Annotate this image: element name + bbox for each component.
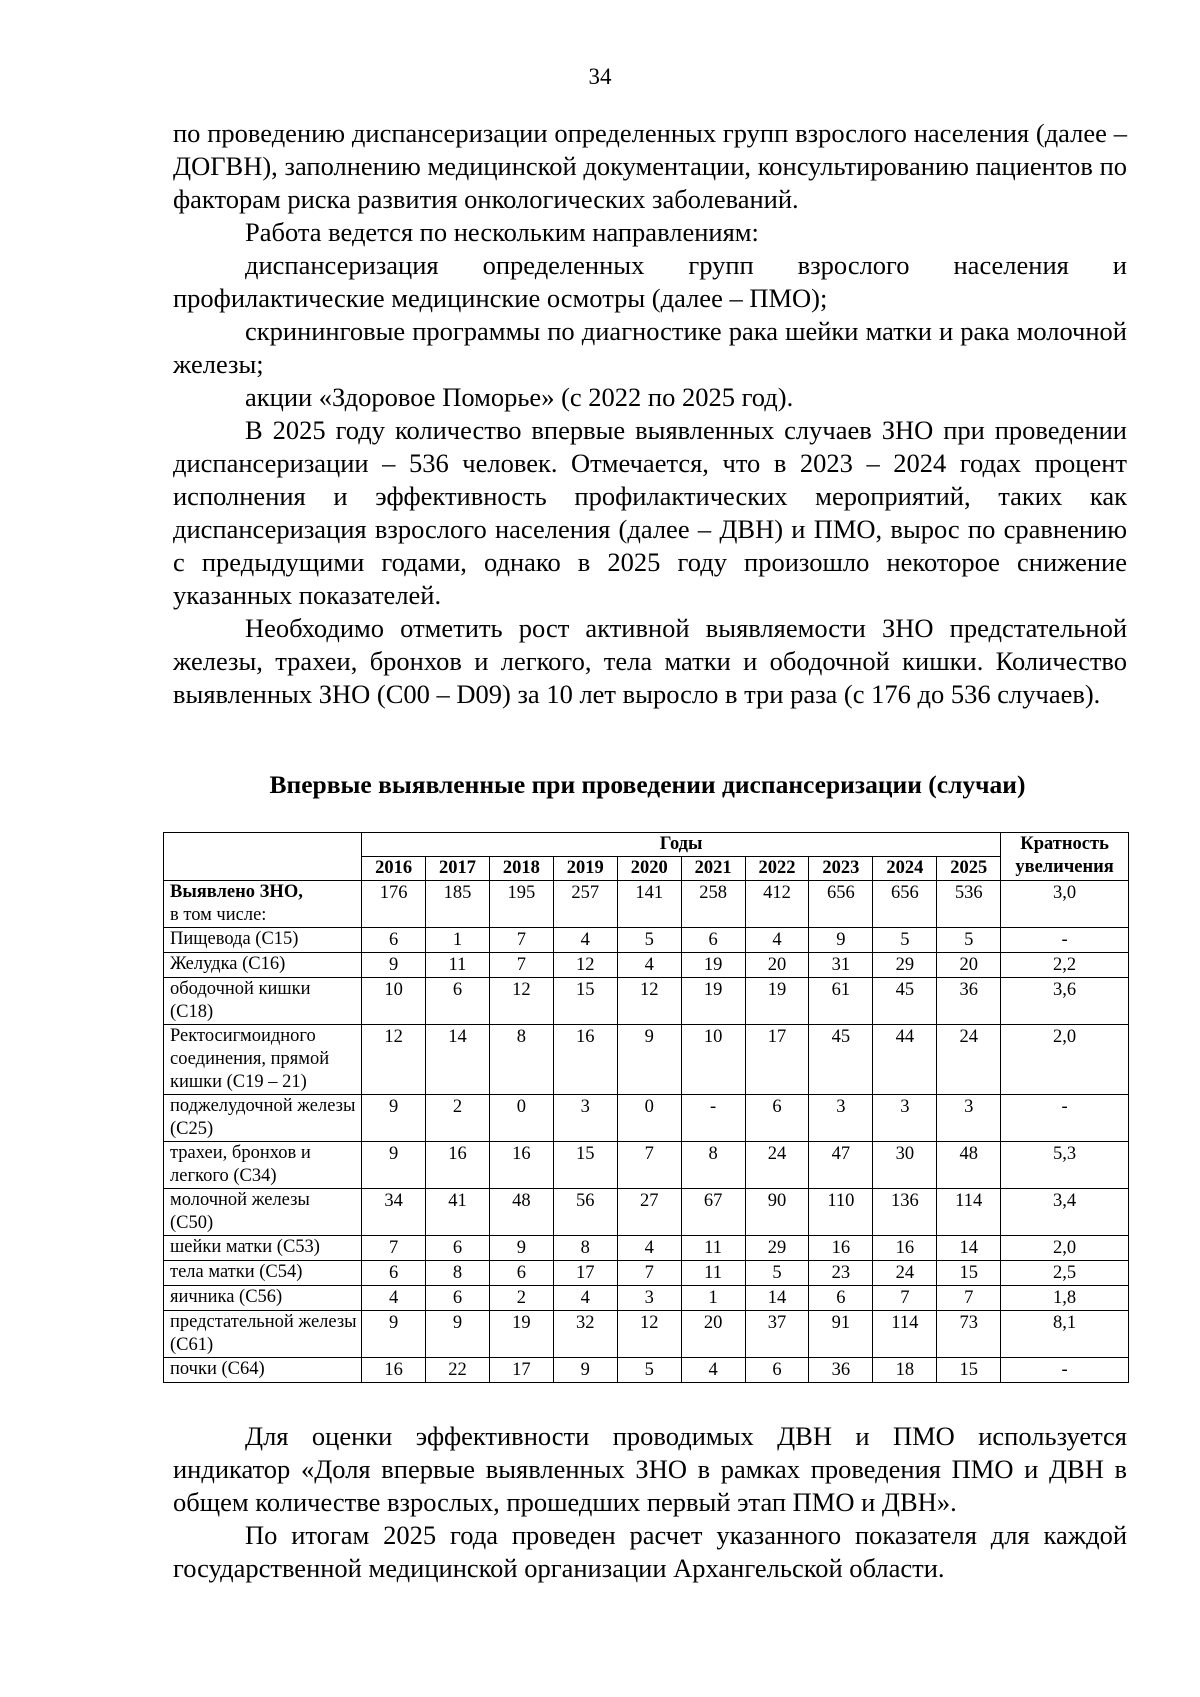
value-cell: 48 [937, 1142, 1001, 1189]
value-cell: 6 [745, 1358, 809, 1383]
table-row [164, 1142, 1129, 1189]
value-cell: 7 [617, 1142, 681, 1189]
row-label-cell [164, 1261, 362, 1286]
row-label: трахеи, бронхов и легкого (С34) [170, 1143, 311, 1186]
row-label-cell [164, 1311, 362, 1358]
ratio-cell: - [1001, 1095, 1129, 1142]
value-cell: 6 [745, 1095, 809, 1142]
value-cell: 8 [553, 1236, 617, 1261]
value-cell: 15 [937, 1261, 1001, 1286]
body-text [173, 117, 1127, 711]
value-cell: 5 [873, 928, 937, 953]
ratio-header-line: увеличения [1015, 857, 1114, 877]
year-header-cell: 2016 [362, 857, 426, 881]
value-cell: 19 [681, 978, 745, 1025]
value-cell: 6 [362, 928, 426, 953]
value-cell: 24 [745, 1142, 809, 1189]
value-cell: 536 [937, 881, 1001, 928]
value-cell: 656 [809, 881, 873, 928]
value-cell: 34 [362, 1189, 426, 1236]
page-number: 34 [588, 64, 612, 89]
value-cell: 12 [362, 1025, 426, 1095]
value-cell: 11 [681, 1261, 745, 1286]
year-header-cell: 2021 [681, 857, 745, 881]
value-cell: 5 [937, 928, 1001, 953]
paragraph: Для оценки эффективности проводимых ДВН и ПМО используется индикатор «Доля впервые выявленных ЗНО в рамках проведения ПМО и ДВН в общем количестве взрослых, прошедших первый этап ПМО и ДВН». [173, 1421, 1127, 1517]
value-cell: 16 [426, 1142, 490, 1189]
value-cell: 15 [937, 1358, 1001, 1383]
year-header-cell: 2025 [937, 857, 1001, 881]
value-cell: 61 [809, 978, 873, 1025]
detection-table [163, 832, 1129, 1383]
value-cell: 9 [362, 1311, 426, 1358]
value-cell: 9 [362, 953, 426, 978]
value-cell: 114 [937, 1189, 1001, 1236]
value-cell: 9 [809, 928, 873, 953]
year-header-cell: 2022 [745, 857, 809, 881]
paragraph: По итогам 2025 года проведен расчет указанного показателя для каждой государственной медицинской организации Архангельской области. [173, 1520, 1127, 1583]
value-cell: 5 [617, 928, 681, 953]
value-cell: 4 [681, 1358, 745, 1383]
year-header-cell: 2023 [809, 857, 873, 881]
value-cell: 185 [426, 881, 490, 928]
value-cell: 114 [873, 1311, 937, 1358]
value-cell: 176 [362, 881, 426, 928]
value-cell: 12 [617, 978, 681, 1025]
ratio-cell: 3,6 [1001, 978, 1129, 1025]
year-header-cell: 2020 [617, 857, 681, 881]
row-label-cell [164, 881, 362, 928]
table-row [164, 1025, 1129, 1095]
value-cell: 7 [489, 928, 553, 953]
paragraph: скрининговые программы по диагностике рака шейки матки и рака молочной железы; [173, 316, 1127, 379]
table-caption: Впервые выявленные при проведении диспансеризации (случаи) [269, 770, 1026, 799]
value-cell: 258 [681, 881, 745, 928]
years-header: Годы [362, 833, 1001, 857]
ratio-cell: 8,1 [1001, 1311, 1129, 1358]
table-row [164, 1311, 1129, 1358]
value-cell: 136 [873, 1189, 937, 1236]
row-label: Выявлено ЗНО, [170, 882, 303, 902]
value-cell: 19 [489, 1311, 553, 1358]
corner-header-cell [164, 833, 362, 881]
ratio-cell: 1,8 [1001, 1286, 1129, 1311]
value-cell: 7 [489, 953, 553, 978]
value-cell: 18 [873, 1358, 937, 1383]
value-cell: 17 [745, 1025, 809, 1095]
value-cell: 45 [809, 1025, 873, 1095]
table-row [164, 1189, 1129, 1236]
value-cell: 3 [617, 1286, 681, 1311]
value-cell: 9 [362, 1142, 426, 1189]
ratio-header [1001, 833, 1129, 881]
row-label: поджелудочной железы (С25) [170, 1096, 356, 1139]
value-cell: 20 [937, 953, 1001, 978]
row-label-cell [164, 1095, 362, 1142]
value-cell: 4 [362, 1286, 426, 1311]
value-cell: 41 [426, 1189, 490, 1236]
value-cell: 12 [553, 953, 617, 978]
value-cell: 16 [809, 1236, 873, 1261]
value-cell: 29 [745, 1236, 809, 1261]
value-cell: 11 [681, 1236, 745, 1261]
value-cell: 2 [426, 1095, 490, 1142]
value-cell: 7 [873, 1286, 937, 1311]
value-cell: 9 [426, 1311, 490, 1358]
row-label-cell [164, 928, 362, 953]
value-cell: 24 [937, 1025, 1001, 1095]
row-label-cell [164, 953, 362, 978]
row-label: молочной железы (С50) [170, 1190, 310, 1233]
value-cell: 656 [873, 881, 937, 928]
row-label-cell [164, 1358, 362, 1383]
value-cell: 9 [489, 1236, 553, 1261]
value-cell: 22 [426, 1358, 490, 1383]
paragraph: Необходимо отметить рост активной выявляемости ЗНО предстательной железы, трахеи, бронхов и легкого, тела матки и ободочной кишки. Количество выявленных ЗНО (С00 – D09) за 10 лет выросло в три раза (с 176 до 536 случаев). [173, 613, 1127, 709]
value-cell: 10 [681, 1025, 745, 1095]
table-row [164, 953, 1129, 978]
value-cell: 36 [809, 1358, 873, 1383]
value-cell: 1 [426, 928, 490, 953]
value-cell: 12 [489, 978, 553, 1025]
value-cell: 6 [426, 1236, 490, 1261]
value-cell: 45 [873, 978, 937, 1025]
value-cell: 0 [489, 1095, 553, 1142]
value-cell: 8 [426, 1261, 490, 1286]
value-cell: 412 [745, 881, 809, 928]
value-cell: 4 [553, 1286, 617, 1311]
year-header-cell: 2024 [873, 857, 937, 881]
table-row [164, 1236, 1129, 1261]
row-label-cell [164, 978, 362, 1025]
table-row [164, 928, 1129, 953]
table-row [164, 1095, 1129, 1142]
value-cell: 23 [809, 1261, 873, 1286]
table-row [164, 978, 1129, 1025]
value-cell: 36 [937, 978, 1001, 1025]
value-cell: 20 [745, 953, 809, 978]
value-cell: 4 [617, 953, 681, 978]
value-cell: 14 [937, 1236, 1001, 1261]
value-cell: 90 [745, 1189, 809, 1236]
ratio-cell: 2,0 [1001, 1236, 1129, 1261]
row-label: почки (С64) [170, 1359, 265, 1379]
value-cell: 1 [681, 1286, 745, 1311]
value-cell: 5 [617, 1358, 681, 1383]
value-cell: 8 [681, 1142, 745, 1189]
table-row [164, 1286, 1129, 1311]
value-cell: 6 [426, 1286, 490, 1311]
value-cell: 9 [617, 1025, 681, 1095]
value-cell: 11 [426, 953, 490, 978]
ratio-header-line: Кратность [1020, 834, 1109, 854]
year-header-cell: 2017 [426, 857, 490, 881]
value-cell: 24 [873, 1261, 937, 1286]
value-cell: 32 [553, 1311, 617, 1358]
value-cell: 29 [873, 953, 937, 978]
ratio-cell: 2,2 [1001, 953, 1129, 978]
value-cell: 15 [553, 1142, 617, 1189]
ratio-cell: 2,5 [1001, 1261, 1129, 1286]
value-cell: 2 [489, 1286, 553, 1311]
value-cell: 6 [681, 928, 745, 953]
value-cell: 56 [553, 1189, 617, 1236]
value-cell: 19 [745, 978, 809, 1025]
year-header-cell: 2019 [553, 857, 617, 881]
row-label-cell [164, 1189, 362, 1236]
paragraph: по проведению диспансеризации определенных групп взрослого населения (далее – ДОГВН), заполнению медицинской документации, консультированию пациентов по факторам риска развития онкологических заболеваний. [173, 118, 1127, 214]
value-cell: 141 [617, 881, 681, 928]
value-cell: 6 [426, 978, 490, 1025]
paragraph: В 2025 году количество впервые выявленных случаев ЗНО при проведении диспансеризации – 536 человек. Отмечается, что в 2023 – 2024 годах процент исполнения и эффективность профилактических мероприятий, таких как диспансеризация взрослого населения (далее – ДВН) и ПМО, вырос по сравнению с предыдущими годами, однако в 2025 году произошло некоторое снижение указанных показателей. [173, 415, 1127, 610]
paragraph: диспансеризация определенных групп взрослого населения и профилактические медицинские осмотры (далее – ПМО); [173, 250, 1127, 313]
value-cell: 8 [489, 1025, 553, 1095]
value-cell: 16 [873, 1236, 937, 1261]
ratio-cell: 3,4 [1001, 1189, 1129, 1236]
value-cell: 257 [553, 881, 617, 928]
value-cell: 6 [809, 1286, 873, 1311]
value-cell: 17 [553, 1261, 617, 1286]
value-cell: 10 [362, 978, 426, 1025]
table-row [164, 881, 1129, 928]
value-cell: 73 [937, 1311, 1001, 1358]
value-cell: 67 [681, 1189, 745, 1236]
row-label: Пищевода (С15) [170, 929, 299, 949]
value-cell: 91 [809, 1311, 873, 1358]
value-cell: 27 [617, 1189, 681, 1236]
value-cell: 6 [362, 1261, 426, 1286]
value-cell: 6 [489, 1261, 553, 1286]
ratio-cell: 3,0 [1001, 881, 1129, 928]
ratio-cell: 5,3 [1001, 1142, 1129, 1189]
value-cell: 47 [809, 1142, 873, 1189]
row-label: яичника (С56) [170, 1287, 283, 1307]
row-label-cell [164, 1236, 362, 1261]
value-cell: 16 [362, 1358, 426, 1383]
value-cell: 7 [362, 1236, 426, 1261]
closing-text [173, 1420, 1127, 1585]
value-cell: 30 [873, 1142, 937, 1189]
value-cell: 14 [426, 1025, 490, 1095]
value-cell: 7 [937, 1286, 1001, 1311]
value-cell: 17 [489, 1358, 553, 1383]
row-label: Ректосигмоидного соединения, прямой кишки (С19 – 21) [170, 1026, 330, 1092]
value-cell: 9 [362, 1095, 426, 1142]
value-cell: 9 [553, 1358, 617, 1383]
row-label: ободочной кишки (С18) [170, 979, 311, 1022]
row-label: шейки матки (С53) [170, 1237, 320, 1257]
year-header-cell: 2018 [489, 857, 553, 881]
row-label: Желудка (С16) [170, 954, 286, 974]
value-cell: 3 [873, 1095, 937, 1142]
value-cell: 0 [617, 1095, 681, 1142]
value-cell: 3 [809, 1095, 873, 1142]
row-label: тела матки (С54) [170, 1262, 303, 1282]
value-cell: 31 [809, 953, 873, 978]
value-cell: 19 [681, 953, 745, 978]
value-cell: 37 [745, 1311, 809, 1358]
value-cell: 110 [809, 1189, 873, 1236]
ratio-cell: 2,0 [1001, 1025, 1129, 1095]
value-cell: 4 [745, 928, 809, 953]
ratio-cell: - [1001, 928, 1129, 953]
value-cell: 195 [489, 881, 553, 928]
row-label-cell [164, 1286, 362, 1311]
value-cell: 4 [553, 928, 617, 953]
value-cell: - [681, 1095, 745, 1142]
value-cell: 15 [553, 978, 617, 1025]
value-cell: 12 [617, 1311, 681, 1358]
value-cell: 7 [617, 1261, 681, 1286]
row-label-sub: в том числе: [170, 905, 267, 925]
paragraph: Работа ведется по нескольким направлениям: [245, 217, 759, 247]
value-cell: 14 [745, 1286, 809, 1311]
value-cell: 4 [617, 1236, 681, 1261]
value-cell: 3 [937, 1095, 1001, 1142]
value-cell: 16 [553, 1025, 617, 1095]
value-cell: 16 [489, 1142, 553, 1189]
row-label-cell [164, 1025, 362, 1095]
table-row [164, 1358, 1129, 1383]
ratio-cell: - [1001, 1358, 1129, 1383]
row-label: предстательной железы (С61) [170, 1312, 357, 1355]
value-cell: 3 [553, 1095, 617, 1142]
paragraph: акции «Здоровое Поморье» (с 2022 по 2025 год). [245, 382, 794, 412]
value-cell: 44 [873, 1025, 937, 1095]
value-cell: 5 [745, 1261, 809, 1286]
table-row [164, 1261, 1129, 1286]
row-label-cell [164, 1142, 362, 1189]
value-cell: 20 [681, 1311, 745, 1358]
value-cell: 48 [489, 1189, 553, 1236]
